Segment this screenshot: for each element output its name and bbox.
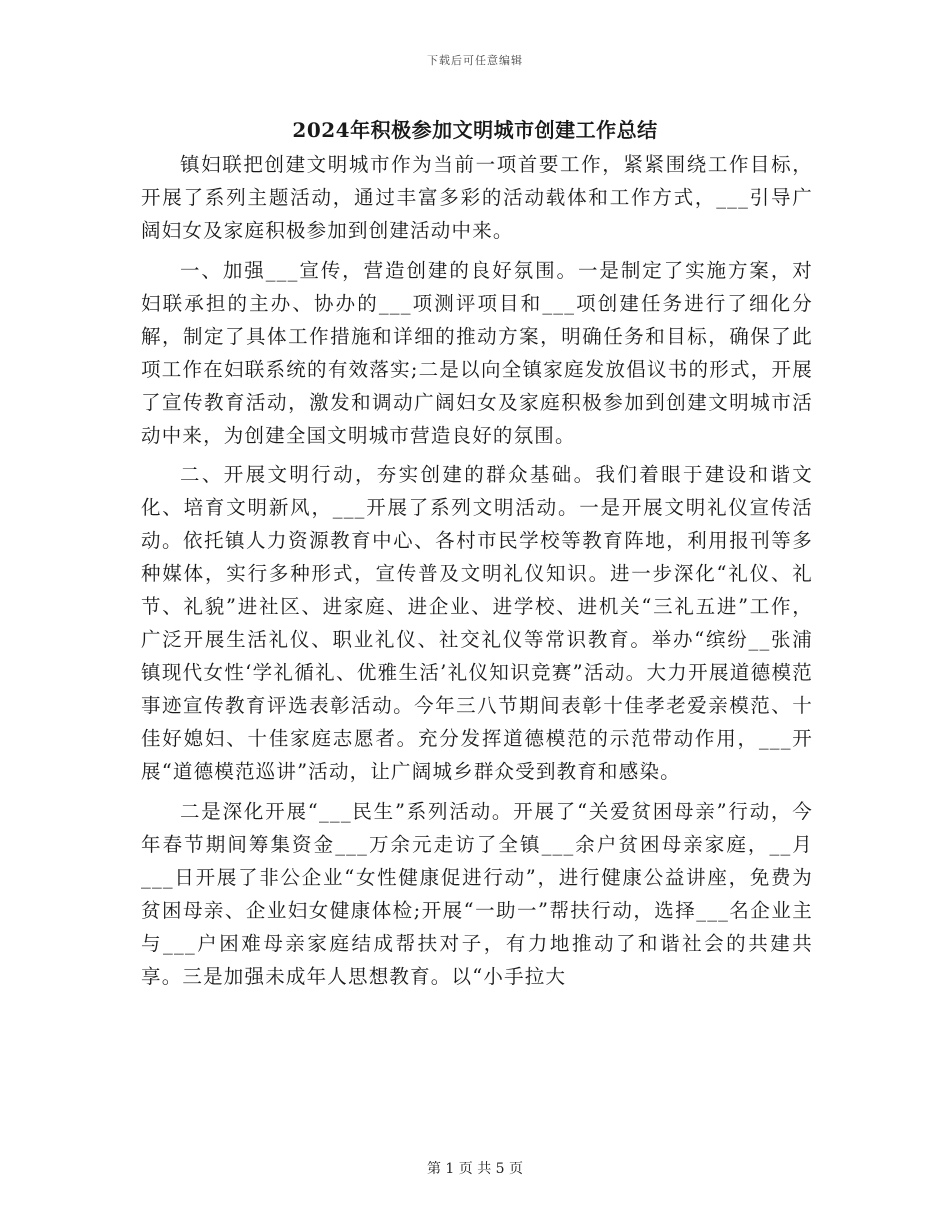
paragraph-section-two: 二、开展文明行动，夯实创建的群众基础。我们着眼于建设和谐文化、培育文明新风，___开展了系列文明活动。一是开展文明礼仪宣传活动。依托镇人力资源教育中心、各村市民学校等教育阵地，利用报刊等多种媒体，实行多种形式，宣传普及文明礼仪知识。进一步深化“礼仪、礼节、礼貌”进社区、进家庭、进企业、进学校、进机关“三礼五进”工作，广泛开展生活礼仪、职业礼仪、社交礼仪等常识教育。举办“缤纷__张浦镇现代女性‘学礼循礼、优雅生活’礼仪知识竞赛”活动。大力开展道德模范事迹宣传教育评选表彰活动。今年三八节期间表彰十佳孝老爱亲模范、十佳好媳妇、十佳家庭志愿者。充分发挥道德模范的示范带动作用，___开展“道德模范巡讲”活动，让广阔城乡群众受到教育和感染。 — [141, 463, 813, 783]
paragraph-section-two-continued: 二是深化开展“___民生”系列活动。开展了“关爱贫困母亲”行动，今年春节期间筹集资金___万余元走访了全镇___余户贫困母亲家庭，__月___日开展了非公企业“女性健康促进行动”，进行健康公益讲座，免费为贫困母亲、企业妇女健康体检;开展“一助一”帮扶行动，选择___名企业主与___户困难母亲家庭结成帮扶对子，有力地推动了和谐社会的共建共享。三是加强未成年人思想教育。以“小手拉大 — [141, 799, 813, 988]
document-title: 2024年积极参加文明城市创建工作总结 — [292, 118, 658, 142]
page-footer-number: 第 1 页 共 5 页 — [426, 1161, 524, 1177]
page-header-note: 下载后可任意编辑 — [427, 54, 523, 67]
paragraph-intro: 镇妇联把创建文明城市作为当前一项首要工作，紧紧围绕工作目标，开展了系列主题活动，通过丰富多彩的活动载体和工作方式，___引导广阔妇女及家庭积极参加到创建活动中来。 — [141, 153, 813, 242]
paragraph-section-one: 一、加强___宣传，营造创建的良好氛围。一是制定了实施方案，对妇联承担的主办、协办的___项测评项目和___项创建任务进行了细化分解，制定了具体工作措施和详细的推动方案，明确任务和目标，确保了此项工作在妇联系统的有效落实;二是以向全镇家庭发放倡议书的形式，开展了宣传教育活动，激发和调动广阔妇女及家庭积极参加到创建文明城市活动中来，为创建全国文明城市营造良好的氛围。 — [141, 258, 813, 447]
document-body — [141, 148, 813, 999]
